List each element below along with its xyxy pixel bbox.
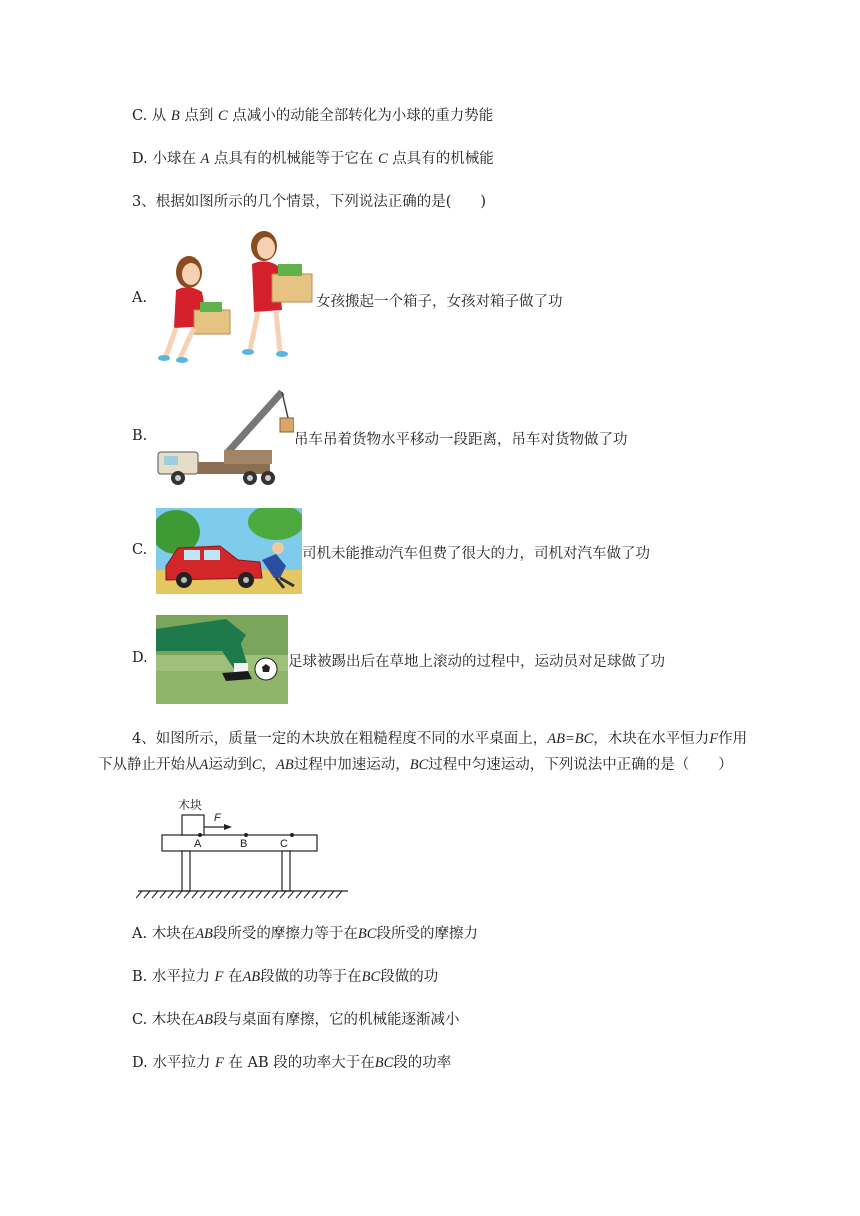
point-a-label: A — [194, 838, 202, 850]
q3-option-a-letter: A. — [132, 290, 148, 306]
man-pushing-car-icon — [156, 508, 302, 594]
q3-stem: 3、根据如图所示的几个情景，下列说法正确的是( ) — [132, 194, 487, 210]
q4-option-b: B. 水平拉力 F 在AB段做的功等于在BC段做的功 — [132, 969, 439, 985]
q4-option-d: D. 水平拉力 F 在 AB 段的功率大于在BC段的功率 — [132, 1055, 452, 1071]
q3-option-b-text: 吊车吊着货物水平移动一段距离，吊车对货物做了功 — [294, 432, 628, 448]
q3-option-c-text: 司机未能推动汽车但费了很大的力，司机对汽车做了功 — [302, 546, 650, 562]
q3-option-d-text: 足球被踢出后在草地上滚动的过程中，运动员对足球做了功 — [288, 654, 665, 670]
girl-lifting-box-icon — [154, 230, 316, 368]
q4-option-a: A. 木块在AB段所受的摩擦力等于在BC段所受的摩擦力 — [132, 926, 478, 942]
block-label: 木块 — [178, 798, 203, 812]
point-c-label: C — [280, 838, 288, 850]
crane-truck-icon — [154, 388, 294, 490]
q4-table-figure — [136, 795, 350, 899]
q3-option-c-letter: C. — [132, 542, 148, 558]
kicking-football-icon — [156, 615, 288, 704]
force-label: F — [214, 812, 221, 824]
q3-option-d-letter: D. — [132, 650, 148, 666]
point-b-label: B — [240, 838, 248, 850]
q2-option-c: C. 从 B 点到 C 点减小的动能全部转化为小球的重力势能 — [132, 108, 494, 124]
q4-stem-line-1: 4、如图所示，质量一定的木块放在粗糙程度不同的水平桌面上，AB=BC，木块在水平恒力F作用 — [132, 731, 748, 747]
q4-stem-line-2: 下从静止开始从A运动到C，AB过程中加速运动，BC过程中匀速运动，下列说法中正确的是（ ） — [98, 757, 733, 773]
q2-option-d: D. 小球在 A 点具有的机械能等于它在 C 点具有的机械能 — [132, 151, 494, 167]
q4-option-c: C. 木块在AB段与桌面有摩擦，它的机械能逐渐减小 — [132, 1012, 460, 1028]
q3-option-b-letter: B. — [132, 428, 148, 444]
block-shape — [182, 815, 204, 835]
q3-option-a-text: 女孩搬起一个箱子，女孩对箱子做了功 — [316, 294, 563, 310]
